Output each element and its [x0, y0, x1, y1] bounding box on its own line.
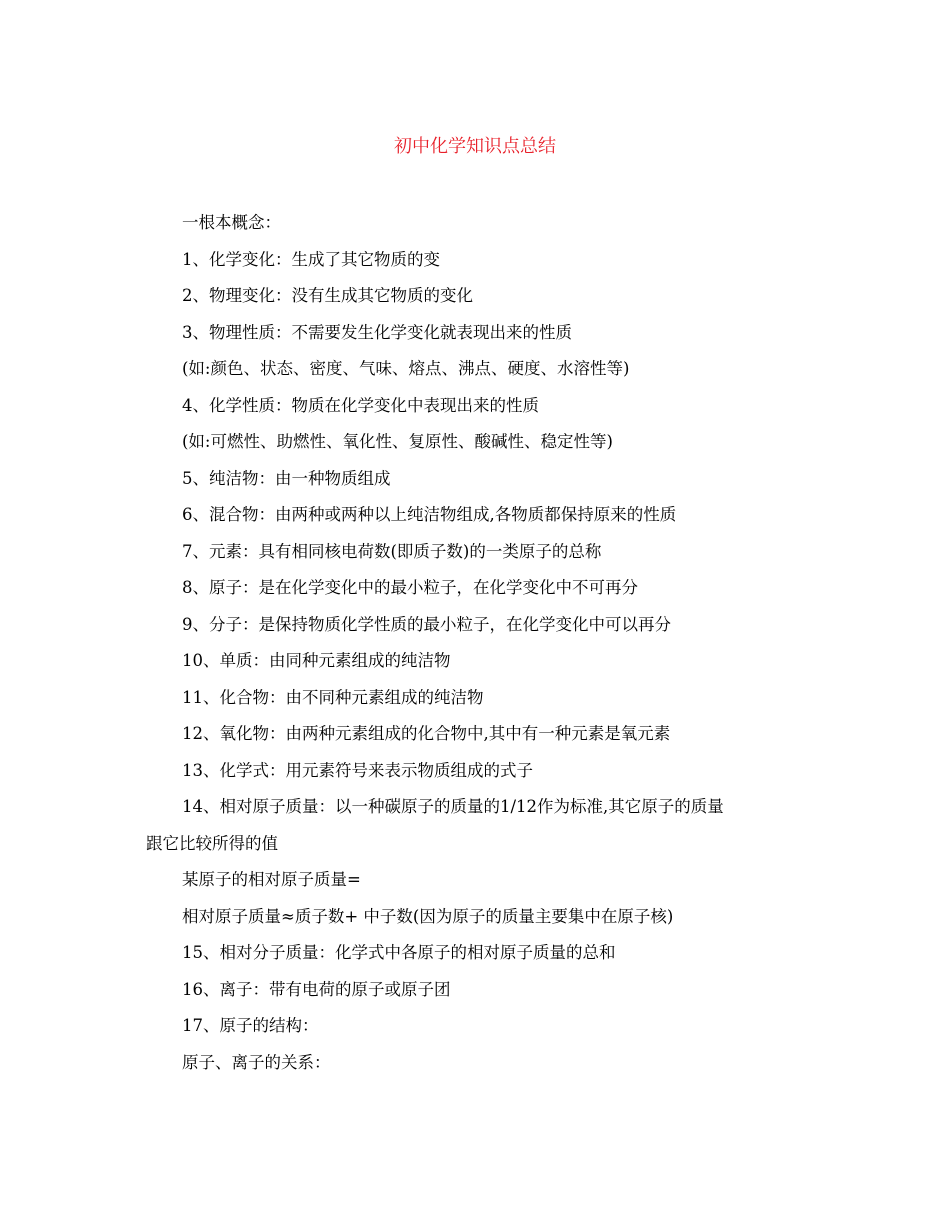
text-line-continuation: 跟它比较所得的值	[146, 833, 278, 853]
text-line: 16、离子：带有电荷的原子或原子团	[182, 979, 451, 999]
text-line: 13、化学式：用元素符号来表示物质组成的式子	[182, 760, 533, 780]
page-title: 初中化学知识点总结	[394, 136, 556, 157]
text-line: (如:颜色、状态、密度、气味、熔点、沸点、硬度、水溶性等)	[182, 359, 630, 378]
text-line: 3、物理性质：不需要发生化学变化就表现出来的性质	[182, 322, 572, 342]
text-line: 8、原子：是在化学变化中的最小粒子，在化学变化中不可再分	[182, 578, 638, 597]
text-line: 11、化合物：由不同种元素组成的纯洁物	[182, 687, 484, 707]
text-line: 7、元素：具有相同核电荷数(即质子数)的一类原子的总称	[182, 541, 602, 561]
text-line: 10、单质：由同种元素组成的纯洁物	[182, 651, 451, 670]
text-line: 某原子的相对原子质量=	[182, 870, 361, 889]
text-line: 14、相对原子质量：以一种碳原子的质量的1/12作为标准,其它原子的质量	[182, 797, 724, 816]
text-line: 4、化学性质：物质在化学变化中表现出来的性质	[182, 395, 539, 415]
text-line: 原子、离子的关系：	[182, 1052, 331, 1072]
text-line: 15、相对分子质量：化学式中各原子的相对原子质量的总和	[182, 943, 616, 962]
text-line: 相对原子质量≈质子数+ 中子数(因为原子的质量主要集中在原子核)	[182, 906, 674, 926]
text-line: 6、混合物：由两种或两种以上纯洁物组成,各物质都保持原来的性质	[182, 505, 677, 524]
text-line: 9、分子：是保持物质化学性质的最小粒子，在化学变化中可以再分	[182, 614, 671, 634]
text-line: 5、纯洁物：由一种物质组成	[182, 468, 391, 488]
document-body	[146, 205, 806, 1081]
text-line: 1、化学变化：生成了其它物质的变	[182, 249, 440, 269]
text-line: 12、氧化物：由两种元素组成的化合物中,其中有一种元素是氧元素	[182, 724, 671, 743]
section-heading: 一根本概念：	[182, 213, 281, 232]
text-line: 17、原子的结构：	[182, 1016, 319, 1035]
text-line: 2、物理变化：没有生成其它物质的变化	[182, 286, 473, 305]
text-line: (如:可燃性、助燃性、氧化性、复原性、酸碱性、稳定性等)	[182, 432, 613, 451]
